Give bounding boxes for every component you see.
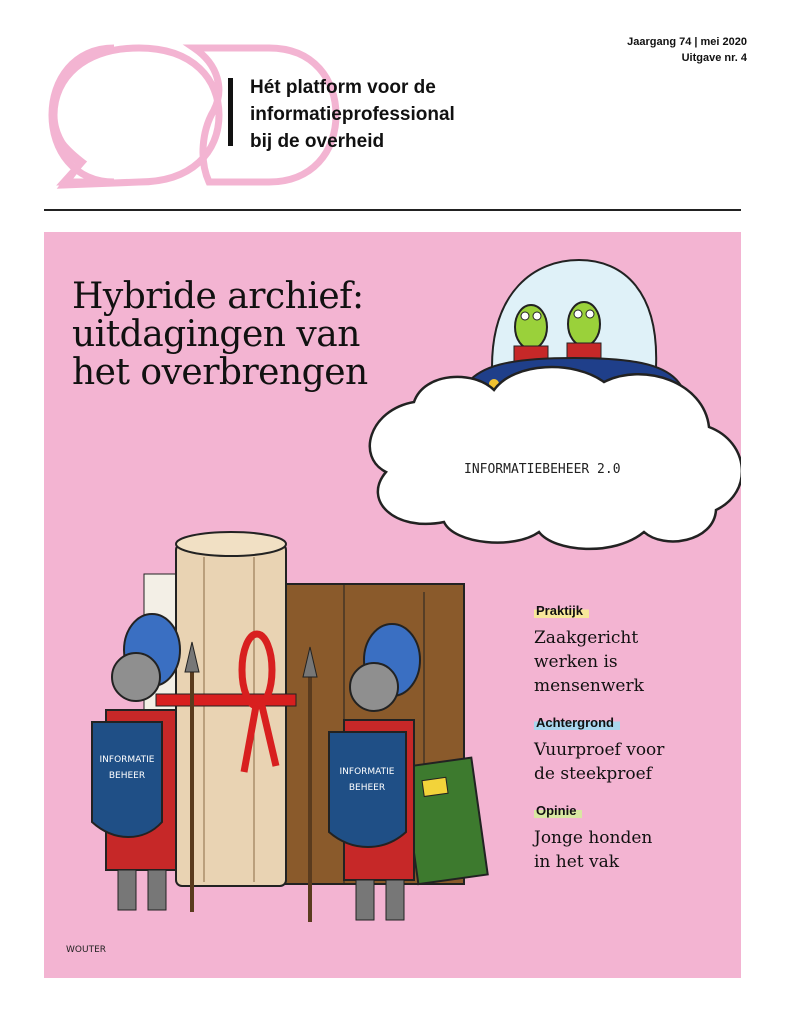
tagline-bar [228, 78, 233, 146]
teaser-list [534, 602, 734, 890]
teaser-title [534, 738, 734, 786]
teaser-title-line: Vuurproef voor [534, 740, 665, 760]
tagline-line: informatieprofessional [250, 104, 455, 125]
teaser-category: Opinie [534, 803, 582, 818]
teaser-title-line: mensenwerk [534, 676, 644, 696]
shield-text-line: BEHEER [108, 771, 146, 781]
cover-panel [44, 232, 741, 978]
teaser-item[interactable] [534, 802, 734, 874]
teaser-category: Achtergrond [534, 715, 620, 730]
teaser-title-line: in het vak [534, 852, 620, 872]
archive-illustration [144, 532, 488, 886]
headline-line: uitdagingen van [72, 314, 360, 355]
teaser-title-line: Jonge honden [534, 828, 653, 848]
shield-text-line: INFORMATIE [339, 767, 395, 777]
headline-line: het overbrengen [72, 352, 368, 393]
teaser-title-line: Zaakgericht [534, 628, 639, 648]
artist-signature: WOUTER [66, 945, 107, 955]
teaser-category: Praktijk [534, 603, 589, 618]
tagline [250, 74, 455, 155]
tagline-line: bij de overheid [250, 131, 385, 152]
teaser-title [534, 626, 734, 698]
cloud-illustration [370, 367, 741, 549]
teaser-title-line: de steekproef [534, 764, 652, 784]
headline-line: Hybride archief: [72, 276, 364, 317]
issue-info [627, 34, 747, 66]
cloud-label: INFORMATIEBEHEER 2.0 [464, 462, 621, 477]
tagline-line: Hét platform voor de [250, 77, 436, 98]
shield-text-line: BEHEER [348, 783, 386, 793]
teaser-item[interactable] [534, 602, 734, 698]
teaser-item[interactable] [534, 714, 734, 786]
teaser-title [534, 826, 734, 874]
header-divider [44, 209, 741, 211]
shield-text-line: INFORMATIE [99, 755, 155, 765]
teaser-title-line: werken is [534, 652, 618, 672]
issue-volume: Jaargang 74 | mei 2020 [627, 36, 747, 48]
issue-number: Uitgave nr. 4 [681, 52, 747, 64]
